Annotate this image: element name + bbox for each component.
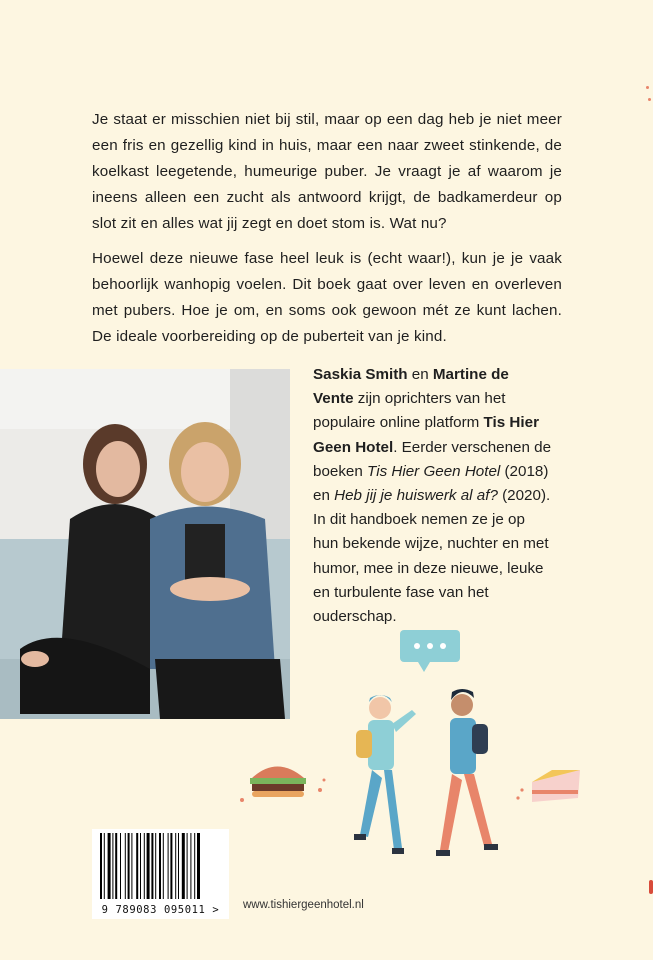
bio-connector: en xyxy=(407,366,433,383)
book-title-2: Heb jij je huiswerk al af? xyxy=(334,487,498,505)
author-name-1: Saskia Smith xyxy=(313,366,408,383)
boy-figure-icon xyxy=(436,689,498,856)
platform-name: Tis Hier Geen Hotel xyxy=(313,414,539,456)
authors-bio xyxy=(313,363,553,629)
bio-text-2: . Eerder verschenen de boeken xyxy=(313,438,552,480)
website-url: www.tishiergeenhotel.nl xyxy=(243,899,364,911)
isbn-barcode xyxy=(92,829,229,919)
book-title-1: Tis Hier Geen Hotel xyxy=(367,462,501,480)
teens-illustration xyxy=(232,620,592,880)
author-name-2: Martine de Vente xyxy=(313,366,509,408)
decorative-dot xyxy=(649,880,653,894)
bio-text-1: zijn oprichters van het populaire online platform xyxy=(313,390,506,432)
girl-figure-icon xyxy=(354,695,416,854)
barcode-bars xyxy=(92,829,229,903)
decorative-dot xyxy=(646,86,649,89)
cake-slice-icon xyxy=(516,770,580,802)
speech-bubble-icon xyxy=(400,630,460,672)
bio-text-3: (2018) en xyxy=(313,462,549,505)
burger-icon xyxy=(240,767,326,803)
barcode-digits: 9 789083 095011 > xyxy=(101,904,220,916)
second-paragraph: Hoewel deze nieuwe fase heel leuk is (echt waar!), kun je je vaak behoorlijk wanhopig voelen. Dit boek gaat over leven en overleven met pubers. Hoe je om, en soms ook gewoon mét ze kunt lachen. De ideale voorbereiding op de puberteit van je kind. xyxy=(92,250,562,345)
intro-paragraph: Je staat er misschien niet bij stil, maar op een dag heb je niet meer een fris en gezellig kind in huis, maar een naar zweet stinkende, de koelkast leegetende, humeurige puber. Je vraagt je af waarom je ineens alleen een zucht als antwoord krijgt, de badkamerdeur op slot zit en alles wat jij zegt en doet stom is. Wat nu? xyxy=(92,111,562,232)
bio-text-4: (2020). In dit handboek nemen ze je op hun bekende wijze, nuchter en met humor, mee in deze nieuwe, leuke en turbulente fase van het ouderschap. xyxy=(313,487,551,626)
decorative-dot xyxy=(648,98,651,101)
